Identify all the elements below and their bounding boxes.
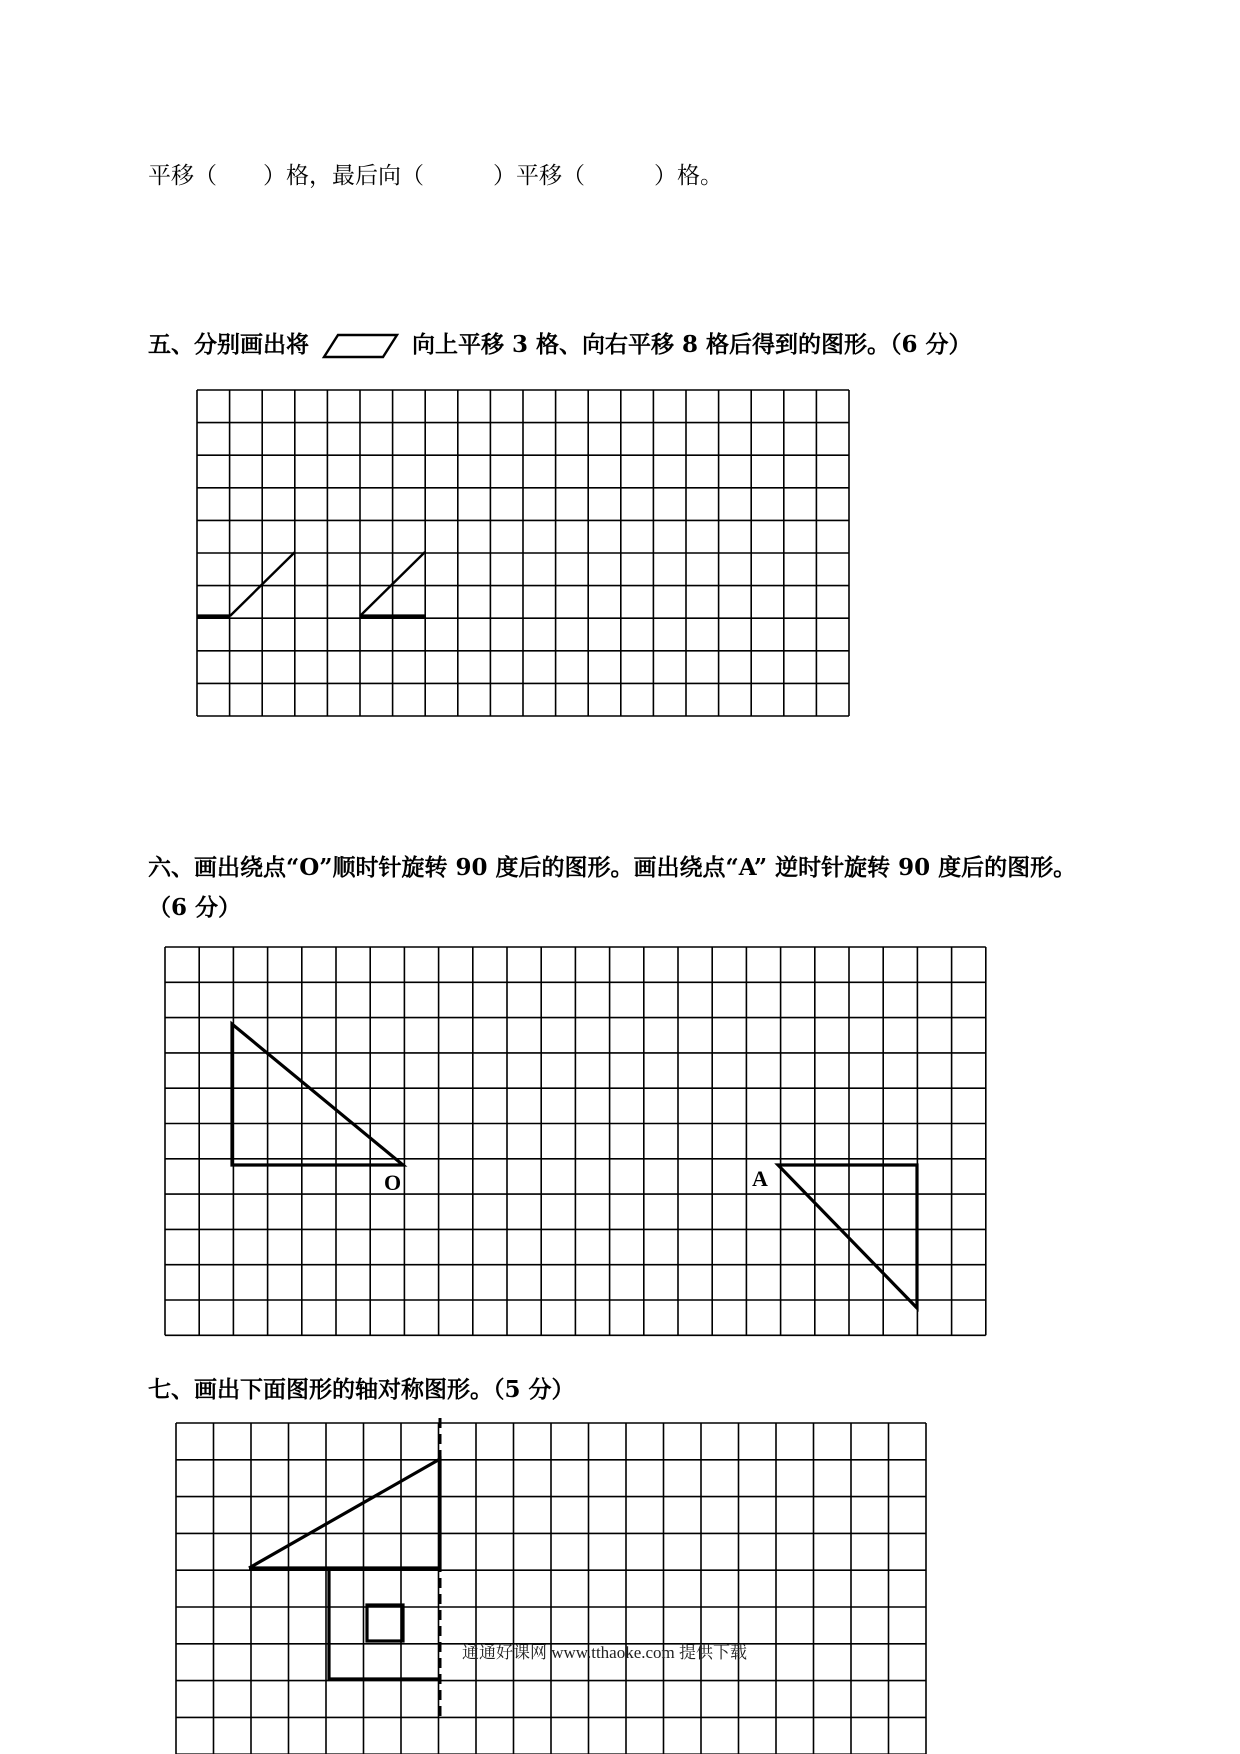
q7-house-body [329, 1568, 440, 1679]
q6-title-line2: （6 分） [148, 894, 242, 921]
q7-triangle [249, 1459, 440, 1568]
q7-grid [176, 1423, 926, 1754]
q5-title-suffix: 向上平移 3 格、向右平移 8 格后得到的图形。（6 分） [412, 331, 972, 358]
watermark-text: 通通好课网 www.tthaoke.com 提供下载 [462, 1643, 748, 1662]
q7-title: 七、画出下面图形的轴对称图形。（5 分） [148, 1376, 575, 1403]
point-o-label: O [384, 1170, 402, 1195]
q7-window [367, 1605, 403, 1641]
q5-title-prefix: 五、分别画出将 [148, 331, 309, 358]
q6-title-line1: 六、画出绕点“O”顺时针旋转 90 度后的图形。画出绕点“A” 逆时针旋转 90 度后的图形。 [148, 854, 1077, 881]
top-fill-in-line: 平移（ ）格，最后向（ ）平移（ ）格。 [148, 163, 723, 189]
point-a-label: A [752, 1166, 768, 1191]
